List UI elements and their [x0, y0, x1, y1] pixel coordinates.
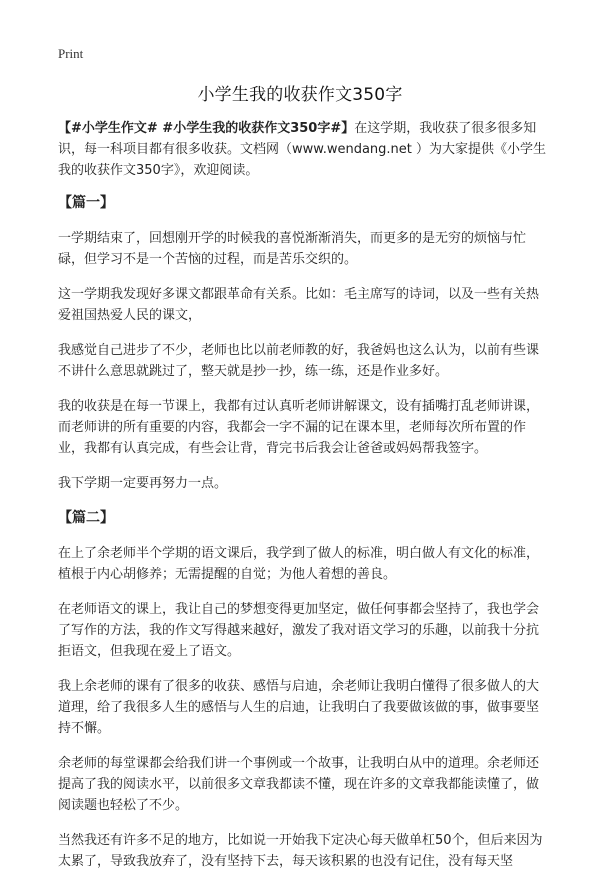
paragraph: 在上了余老师半个学期的语文课后，我学到了做人的标准，明白做人有文化的标准，植根于内心胡修养；无需提醒的自觉；为他人着想的善良。	[58, 546, 540, 582]
section-heading-1: 【篇一】	[58, 195, 114, 211]
print-link[interactable]: Print	[58, 46, 84, 61]
intro-paragraph	[58, 118, 546, 181]
paragraph: 我的收获是在每一节课上，我都有过认真听老师讲解课文，设有插嘴打乱老师讲课，而老师讲的所有重要的内容，我都会一字不漏的记在课本里，老师每次所布置的作业，我都有认真完成，有些会让背，背完书后我会让爸爸或妈妈帮我签字。	[58, 399, 540, 456]
paragraph: 我感觉自己进步了不少，老师也比以前老师教的好，我爸妈也这么认为，以前有些课不讲什么意思就跳过了，整天就是抄一抄，练一练，还是作业多好。	[58, 343, 540, 379]
intro-tags: 【#小学生作文# #小学生我的收获作文350字#】	[58, 121, 355, 136]
paragraph: 在老师语文的课上，我让自己的梦想变得更加坚定，做任何事都会坚持了，我也学会了写作的方法，我的作文写得越来越好，激发了我对语文学习的乐趣，以前我十分抗拒语文，但我现在爱上了语文。	[58, 602, 540, 659]
paragraph: 余老师的每堂课都会给我们讲一个事例或一个故事，让我明白从中的道理。余老师还提高了我的阅读水平，以前很多文章我都读不懂，现在许多的文章我都能读懂了，做阅读题也轻松了不少。	[58, 756, 540, 813]
paragraph: 这一学期我发现好多课文都跟革命有关系。比如：毛主席写的诗词，以及一些有关热爱祖国热爱人民的课文，	[58, 287, 540, 323]
section-heading-2: 【篇二】	[58, 510, 114, 526]
paragraph: 我下学期一定要再努力一点。	[58, 476, 228, 491]
article-body	[58, 118, 546, 886]
paragraph: 当然我还有许多不足的地方，比如说一开始我下定决心每天做单杠50个，但后来因为太累了，导致我放弃了，没有坚持下去，每天该积累的也没有记住，没有每天坚	[58, 833, 543, 869]
page-title: 小学生我的收获作文350字	[197, 85, 403, 105]
intro-text: 在这学期，我收获了很多很多知识，每一科项目都有很多收获。文档网（www.wendang.net ）为大家提供《小学生我的收获作文350字》，欢迎阅读。	[58, 121, 547, 178]
paragraph: 一学期结束了，回想刚开学的时候我的喜悦渐渐消失，而更多的是无穷的烦恼与忙碌，但学习不是一个苦恼的过程，而是苦乐交织的。	[58, 231, 527, 267]
paragraph: 我上余老师的课有了很多的收获、感悟与启迪，余老师让我明白懂得了很多做人的大道理，给了我很多人生的感悟与人生的启迪，让我明白了我要做该做的事，做事要坚持不懈。	[58, 679, 540, 736]
